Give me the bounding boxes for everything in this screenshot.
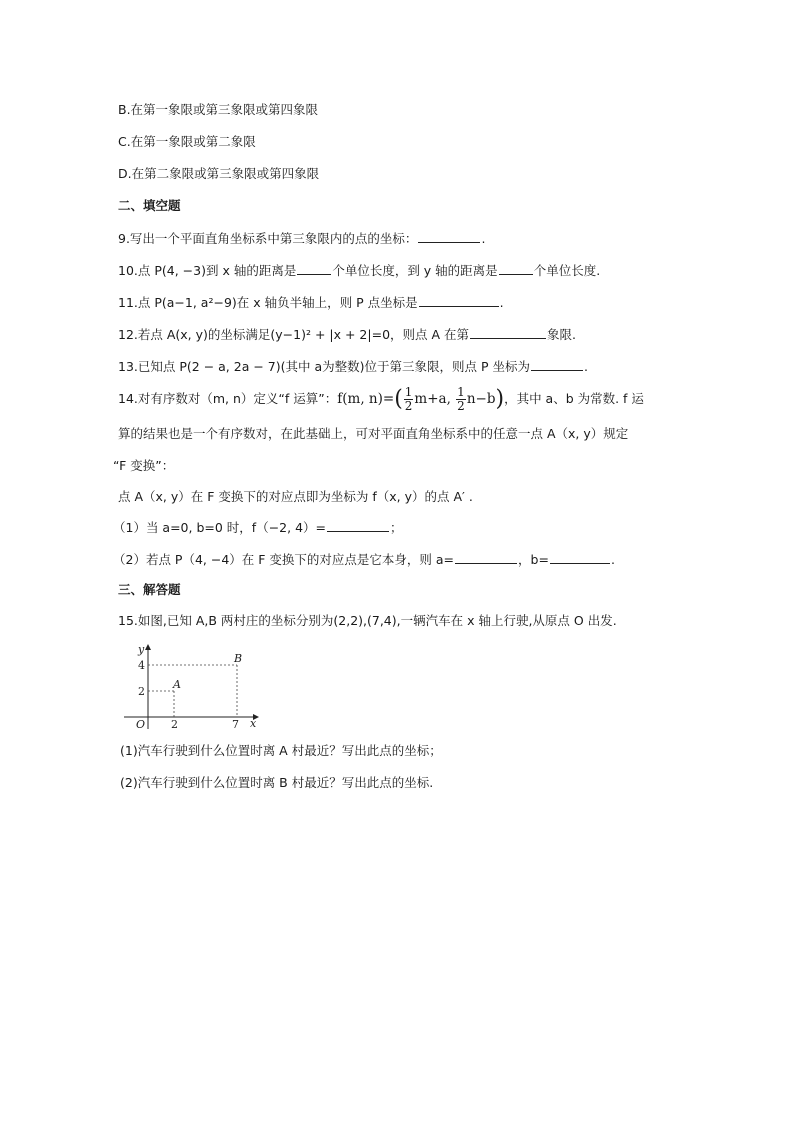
question-14-sub1-text: （1）当 a=0, b=0 时，f（−2, 4）= — [113, 520, 326, 535]
question-14-line3: “F 变换”： — [113, 458, 175, 473]
coordinate-graph — [118, 641, 263, 731]
question-10-part3: 个单位长度. — [533, 263, 601, 278]
formula-n-term: n−b — [466, 391, 496, 407]
formula-open-paren: ( — [394, 386, 403, 412]
question-14-sub2 — [113, 550, 615, 568]
question-9-end: . — [481, 231, 486, 246]
question-11 — [118, 293, 504, 311]
question-13-end: . — [583, 359, 588, 374]
question-14-sub2-end: . — [610, 552, 615, 567]
question-15: 15.如图,已知 A,B 两村庄的坐标分别为(2,2),(7,4),一辆汽车在 x 轴上行驶,从原点 O 出发. — [118, 613, 617, 628]
answer-blank-14-b[interactable] — [550, 550, 610, 564]
question-13-text: 13.已知点 P(2 − a, 2a − 7)(其中 a为整数)位于第三象限，则点 P 坐标为 — [118, 359, 530, 374]
y-tick-label-4: 4 — [138, 659, 145, 672]
question-10 — [118, 261, 600, 279]
option-c: C.在第一象限或第二象限 — [118, 134, 256, 149]
answer-blank-10a[interactable] — [297, 261, 331, 275]
question-11-text: 11.点 P(a−1, a²−9)在 x 轴负半轴上，则 P 点坐标是 — [118, 295, 418, 310]
question-14-intro: 14.对有序数对（m, n）定义“f 运算”： — [118, 391, 338, 406]
question-14-sub2-b-text: ，b= — [518, 552, 549, 567]
x-tick-label-2: 2 — [171, 718, 178, 731]
answer-blank-13[interactable] — [531, 357, 583, 371]
f-operation-formula — [337, 385, 505, 413]
question-12 — [118, 325, 576, 343]
question-10-part2: 个单位长度，到 y 轴的距离是 — [332, 263, 498, 278]
question-10-part1: 10.点 P(4, −3)到 x 轴的距离是 — [118, 263, 297, 278]
question-11-end: . — [499, 295, 504, 310]
question-14-after-formula: ，其中 a、b 为常数. f 运 — [504, 391, 644, 406]
question-14-line4: 点 A（x, y）在 F 变换下的对应点即为坐标为 f（x, y）的点 A′ . — [118, 489, 473, 504]
fraction-half-1 — [404, 386, 414, 413]
answer-blank-9[interactable] — [418, 229, 480, 243]
origin-label: O — [136, 718, 146, 731]
section-fill-in-title: 二、填空题 — [118, 198, 181, 213]
y-tick-label-2: 2 — [138, 685, 145, 698]
fraction-half-2 — [456, 386, 466, 413]
x-tick-label-7: 7 — [232, 718, 239, 731]
formula-m-term: m+a, — [414, 391, 451, 407]
fraction-denominator: 2 — [457, 399, 465, 413]
option-b: B.在第一象限或第三象限或第四象限 — [118, 102, 319, 117]
answer-blank-12[interactable] — [470, 325, 546, 339]
question-14-sub2-text: （2）若点 P（4, −4）在 F 变换下的对应点是它本身，则 a= — [113, 552, 455, 567]
question-13 — [118, 357, 588, 375]
question-14-line2: 算的结果也是一个有序数对，在此基础上，可对平面直角坐标系中的任意一点 A（x, y）规定 — [118, 426, 629, 441]
answer-blank-10b[interactable] — [499, 261, 533, 275]
formula-lhs: f(m, n)= — [337, 391, 395, 407]
option-d: D.在第二象限或第三象限或第四象限 — [118, 166, 320, 181]
fraction-numerator: 1 — [457, 385, 465, 399]
question-12-part2: 象限. — [547, 327, 577, 342]
question-14-sub1-end: ； — [390, 520, 403, 535]
section-solve-title: 三、解答题 — [118, 582, 181, 597]
question-14-line1 — [118, 384, 644, 415]
question-9-text: 9.写出一个平面直角坐标系中第三象限内的点的坐标： — [118, 231, 418, 246]
formula-close-paren: ) — [495, 386, 505, 412]
question-15-sub2: (2)汽车行驶到什么位置时离 B 村最近？写出此点的坐标. — [120, 775, 434, 790]
question-14-sub1 — [113, 518, 403, 536]
point-a-label: A — [173, 678, 181, 691]
question-12-part1: 12.若点 A(x, y)的坐标满足(y−1)² + |x + 2|=0，则点 A 在第 — [118, 327, 470, 342]
fraction-denominator: 2 — [404, 399, 413, 413]
answer-blank-11[interactable] — [419, 293, 499, 307]
question-15-sub1: (1)汽车行驶到什么位置时离 A 村最近？写出此点的坐标； — [120, 743, 442, 758]
y-axis-label: y — [138, 643, 145, 656]
fraction-numerator: 1 — [404, 385, 413, 399]
point-b-label: B — [234, 652, 243, 665]
answer-blank-14-1[interactable] — [327, 518, 389, 532]
answer-blank-14-a[interactable] — [455, 550, 517, 564]
x-axis-label: x — [250, 717, 257, 730]
question-9 — [118, 229, 485, 247]
